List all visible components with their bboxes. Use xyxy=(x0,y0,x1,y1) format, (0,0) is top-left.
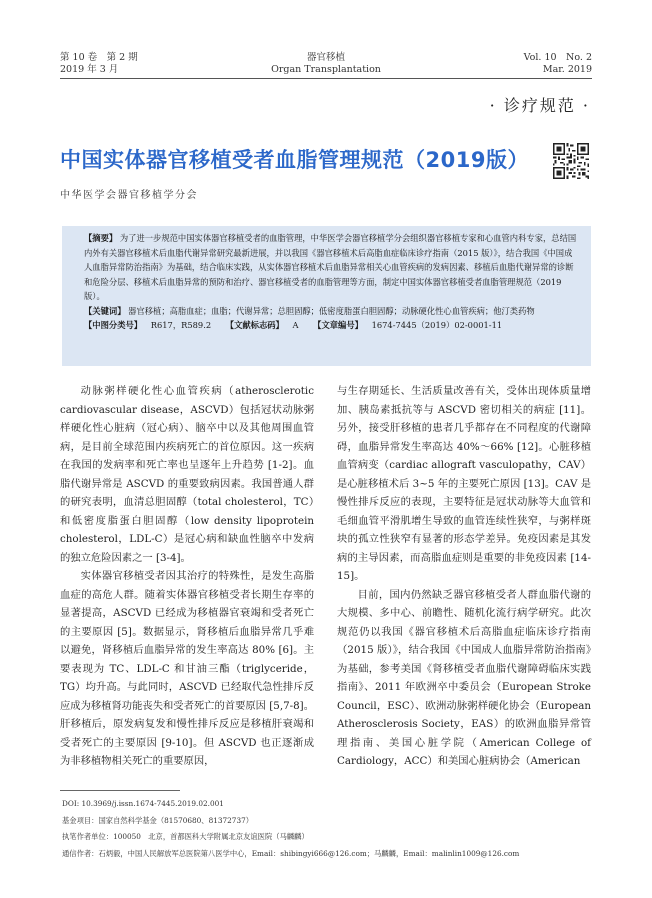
body-paragraph: 实体器官移植受者因其治疗的特殊性，是发生高脂血症的高危人群。随着实体器官移植受者长期生存率的显著提高，ASCVD 已经成为移植器官衰竭和受者死亡的主要原因 [5]。数据显示，肾移植后血脂异常几乎难以避免，肾移植后血脂异常的发生率高达 80% [6]。主要表现为 TC、LDL-C 和甘油三酯（triglyceride，TG）均升高。与此同时，ASCVD 已经取代急性排斥反应成为移植肾功能丧失和受者死亡的首要原因 [5,7-8]。肝移植后，原发病复发和慢性排斥反应是移植肝衰竭和受者死亡的主要原因 [9-10]。但 ASCVD 也正逐渐成为非移植物相关死亡的重要原因， xyxy=(60,570,314,767)
doc-code-value: A xyxy=(292,320,299,330)
article-title: 中国实体器官移植受者血脂管理规范（2019版） xyxy=(60,148,529,172)
header-volume-issue xyxy=(60,52,138,76)
body-paragraph: 与生存期延长、生活质量改善有关，受体出现体质量增加、胰岛素抵抗等与 ASCVD 密切相关的病症 [11]。另外，接受肝移植的患者几乎都存在不同程度的代谢障碍，血脂异常发生率高达 40%～66% [12]。心脏移植血管病变（cardiac allograft vasculopathy，CAV）是心脏移植术后 3~5 年的主要死亡原因 [13]。CAV 是慢性排斥反应的表现，主要特征是冠状动脉等大血管和毛细血管平滑肌增生导致的血管连续性狭窄，与粥样斑块的孤立性狭窄有显著的形态学差异。免疫因素是其发病的主导因素，而高脂血症则是重要的非免疫因素 [14-15]。 xyxy=(337,385,591,582)
clc-label: 【中图分类号】 xyxy=(84,320,143,330)
header-volume-en xyxy=(524,52,592,76)
body-left-column xyxy=(60,382,314,771)
abstract-box xyxy=(62,226,591,366)
abstract-keywords xyxy=(84,304,577,319)
header-date-en: Mar. 2019 xyxy=(542,64,592,75)
abstract-label: 【摘要】 xyxy=(84,233,118,243)
author-society: 中华医学会器官移植学分会 xyxy=(60,190,198,201)
footnotes xyxy=(62,796,519,862)
header-journal xyxy=(226,52,426,76)
abstract-summary xyxy=(84,231,577,304)
journal-name-cn: 器官移植 xyxy=(306,52,345,63)
journal-name-en: Organ Transplantation xyxy=(271,64,381,75)
keywords-text: 器官移植；高脂血症；血脂；代谢异常；总胆固醇；低密度脂蛋白胆固醇；动脉硬化性心血管疾病；他汀类药物 xyxy=(128,305,535,316)
abstract-meta xyxy=(84,318,577,333)
header-divider xyxy=(60,78,592,79)
keywords-label: 【关键词】 xyxy=(84,305,126,316)
abstract-text: 为了进一步规范中国实体器官移植受者的血脂管理，中华医学会器官移植学分会组织器官移植专家和心血管内科专家，总结国内外有关器官移植术后血脂代谢异常研究最新进展，并以我国《器官移植术后高脂血症临床诊疗指南（2015 版）》，结合我国《中国成人血脂异常防治指南》为基础，结合临床实践，从实体器官移植术后血脂异常相关心血管疾病的发病因素、移植后血脂代谢异常的诊断和危险分层、移植术后血脂异常的预防和治疗、器官移植受者的血脂管理等方面，制定中国实体器官移植受者血脂管理规范（2019 版）。 xyxy=(84,233,577,301)
header-volume-en-line: Vol. 10 No. 2 xyxy=(523,52,592,63)
header-date-cn: 2019 年 3 月 xyxy=(60,64,119,75)
footnote-corresponding: 通信作者：石炳毅，中国人民解放军总医院第八医学中心，Email：shibingyi666@126.com；马麟麟，Email：malinlin1009@126.com xyxy=(62,848,520,858)
qr-code-icon xyxy=(553,143,589,179)
footnote-unit: 执笔作者单位：100050 北京，首都医科大学附属北京友谊医院（马麟麟） xyxy=(62,832,309,841)
article-no-value: 1674-7445（2019）02-0001-11 xyxy=(371,320,503,330)
article-no-label: 【文章编号】 xyxy=(313,320,363,330)
footnote-divider xyxy=(60,790,180,791)
body-paragraph: 目前，国内仍然缺乏器官移植受者人群血脂代谢的大规模、多中心、前瞻性、随机化流行病学研究。此次规范仍以我国《器官移植术后高脂血症临床诊疗指南（2015 版）》，结合我国《中国成人血脂异常防治指南》为基础，参考美国《肾移植受者血脂代谢障碍临床实践指南》、2011 年欧洲卒中委员会（European Stroke Council，ESC）、欧洲动脉粥样硬化协会（European Atherosclerosis Society，EAS）的欧洲血脂异常管理指南、美国心脏学院（American College of Cardiology，ACC）和美国心脏病协会（American xyxy=(337,588,591,767)
body-right-column xyxy=(337,382,591,771)
clc-value: R617，R589.2 xyxy=(150,320,212,330)
header-volume: 第 10 卷 第 2 期 xyxy=(60,52,138,63)
body-paragraph: 动脉粥样硬化性心血管疾病（atherosclerotic cardiovascular disease，ASCVD）包括冠状动脉粥样硬化性心脏病（冠心病）、脑卒中以及其他周围血管病，是目前全球范围内疾病死亡的首位原因。这一疾病在我国的发病率和死亡率也呈逐年上升趋势 [1-2]。血脂代谢异常是 ASCVD 的重要致病因素。我国普通人群的研究表明，血清总胆固醇（total cholesterol，TC）和低密度脂蛋白胆固醇（low density lipoprotein cholesterol，LDL-C）是冠心病和缺血性脑卒中发病的独立危险因素之一 [3-4]。 xyxy=(60,385,314,564)
section-label: · 诊疗规范 · xyxy=(489,96,590,115)
doc-code-label: 【文献标志码】 xyxy=(225,320,284,330)
footnote-fund: 基金项目：国家自然科学基金（81570680、81372737） xyxy=(62,815,254,825)
footnote-doi: DOI: 10.3969/j.issn.1674-7445.2019.02.001 xyxy=(62,799,224,808)
